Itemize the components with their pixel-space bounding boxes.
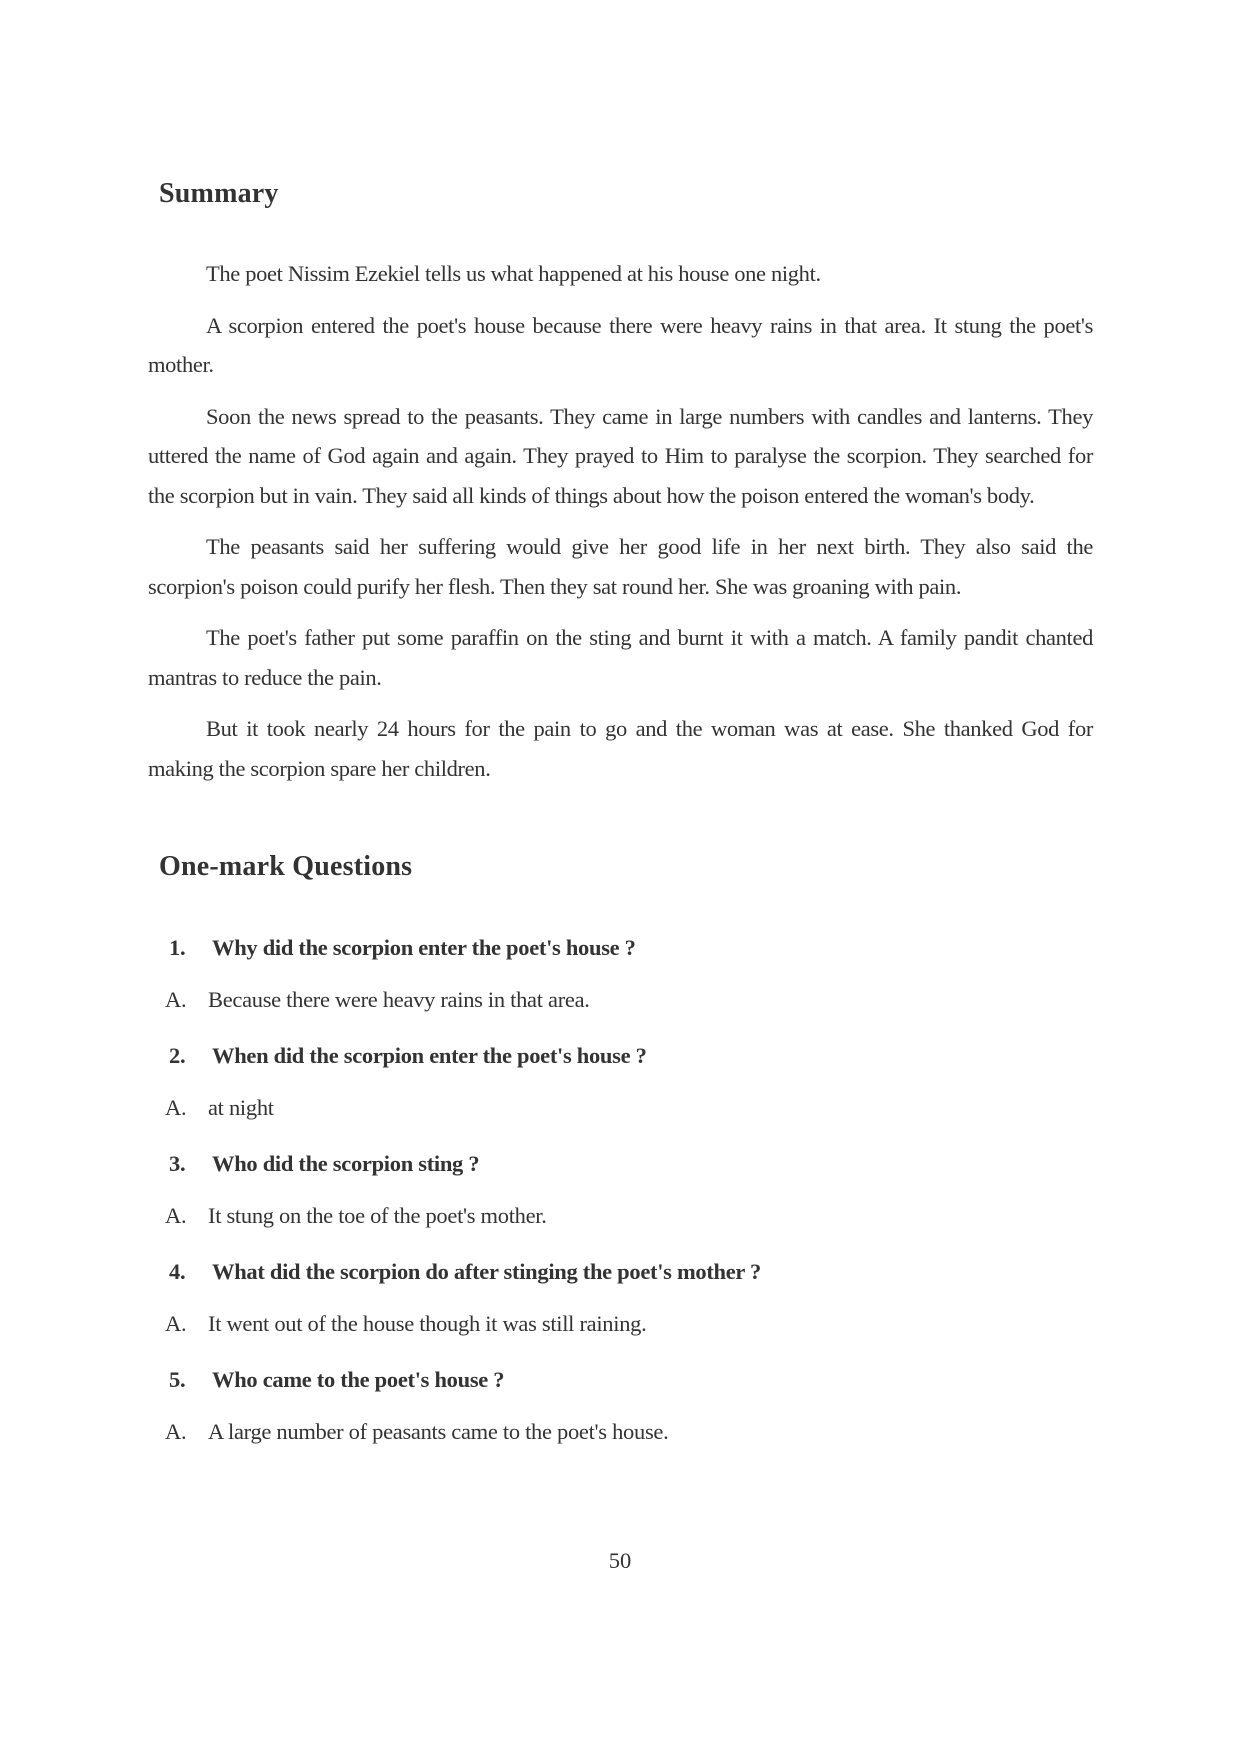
question-1: [163, 935, 1093, 961]
question-number: 4.: [169, 1259, 186, 1284]
question-text: Who did the scorpion sting ?: [212, 1151, 480, 1176]
answer-marker: A.: [165, 1203, 187, 1228]
question-4: [163, 1259, 1093, 1285]
answer-text: at night: [208, 1095, 274, 1120]
answer-5: [165, 1419, 1095, 1445]
answer-2: [165, 1095, 1095, 1121]
answer-marker: A.: [165, 987, 187, 1012]
answer-1: [165, 987, 1095, 1013]
summary-heading: Summary: [159, 178, 279, 209]
questions-heading: One-mark Questions: [159, 851, 413, 882]
summary-paragraph: The poet Nissim Ezekiel tells us what happened at his house one night.: [206, 261, 821, 286]
answer-4: [165, 1311, 1095, 1337]
question-3: [163, 1151, 1093, 1177]
question-number: 3.: [169, 1151, 186, 1176]
answer-marker: A.: [165, 1419, 187, 1444]
answer-text: Because there were heavy rains in that area.: [208, 987, 590, 1012]
question-text: Why did the scorpion enter the poet's house ?: [212, 935, 636, 960]
question-number: 5.: [169, 1367, 186, 1392]
answer-text: It stung on the toe of the poet's mother.: [208, 1203, 547, 1228]
question-text: What did the scorpion do after stinging the poet's mother ?: [212, 1259, 761, 1284]
summary-paragraph: Soon the news spread to the peasants. They came in large numbers with candles and lanterns. They uttered the name of God again and again. They prayed to Him to paralyse the scorpion. They searched for the scorpion but in vain. They said all kinds of things about how the poison entered the woman's body.: [148, 403, 1093, 508]
page-number: 50: [608, 1548, 632, 1573]
question-number: 2.: [169, 1043, 186, 1068]
answer-text: It went out of the house though it was still raining.: [208, 1311, 647, 1336]
question-number: 1.: [169, 935, 186, 960]
question-text: When did the scorpion enter the poet's house ?: [212, 1043, 647, 1068]
question-5: [163, 1367, 1093, 1393]
answer-marker: A.: [165, 1095, 187, 1120]
summary-paragraph: A scorpion entered the poet's house because there were heavy rains in that area. It stung the poet's mother.: [148, 312, 1093, 377]
answer-text: A large number of peasants came to the poet's house.: [208, 1419, 669, 1444]
question-text: Who came to the poet's house ?: [212, 1367, 505, 1392]
summary-paragraph: The peasants said her suffering would give her good life in her next birth. They also said the scorpion's poison could purify her flesh. Then they sat round her. She was groaning with pain.: [148, 534, 1093, 599]
answer-3: [165, 1203, 1095, 1229]
answer-marker: A.: [165, 1311, 187, 1336]
summary-body: [148, 254, 1093, 800]
question-2: [163, 1043, 1093, 1069]
summary-paragraph: But it took nearly 24 hours for the pain to go and the woman was at ease. She thanked God for making the scorpion spare her children.: [148, 716, 1093, 781]
summary-paragraph: The poet's father put some paraffin on the sting and burnt it with a match. A family pandit chanted mantras to reduce the pain.: [148, 625, 1093, 690]
